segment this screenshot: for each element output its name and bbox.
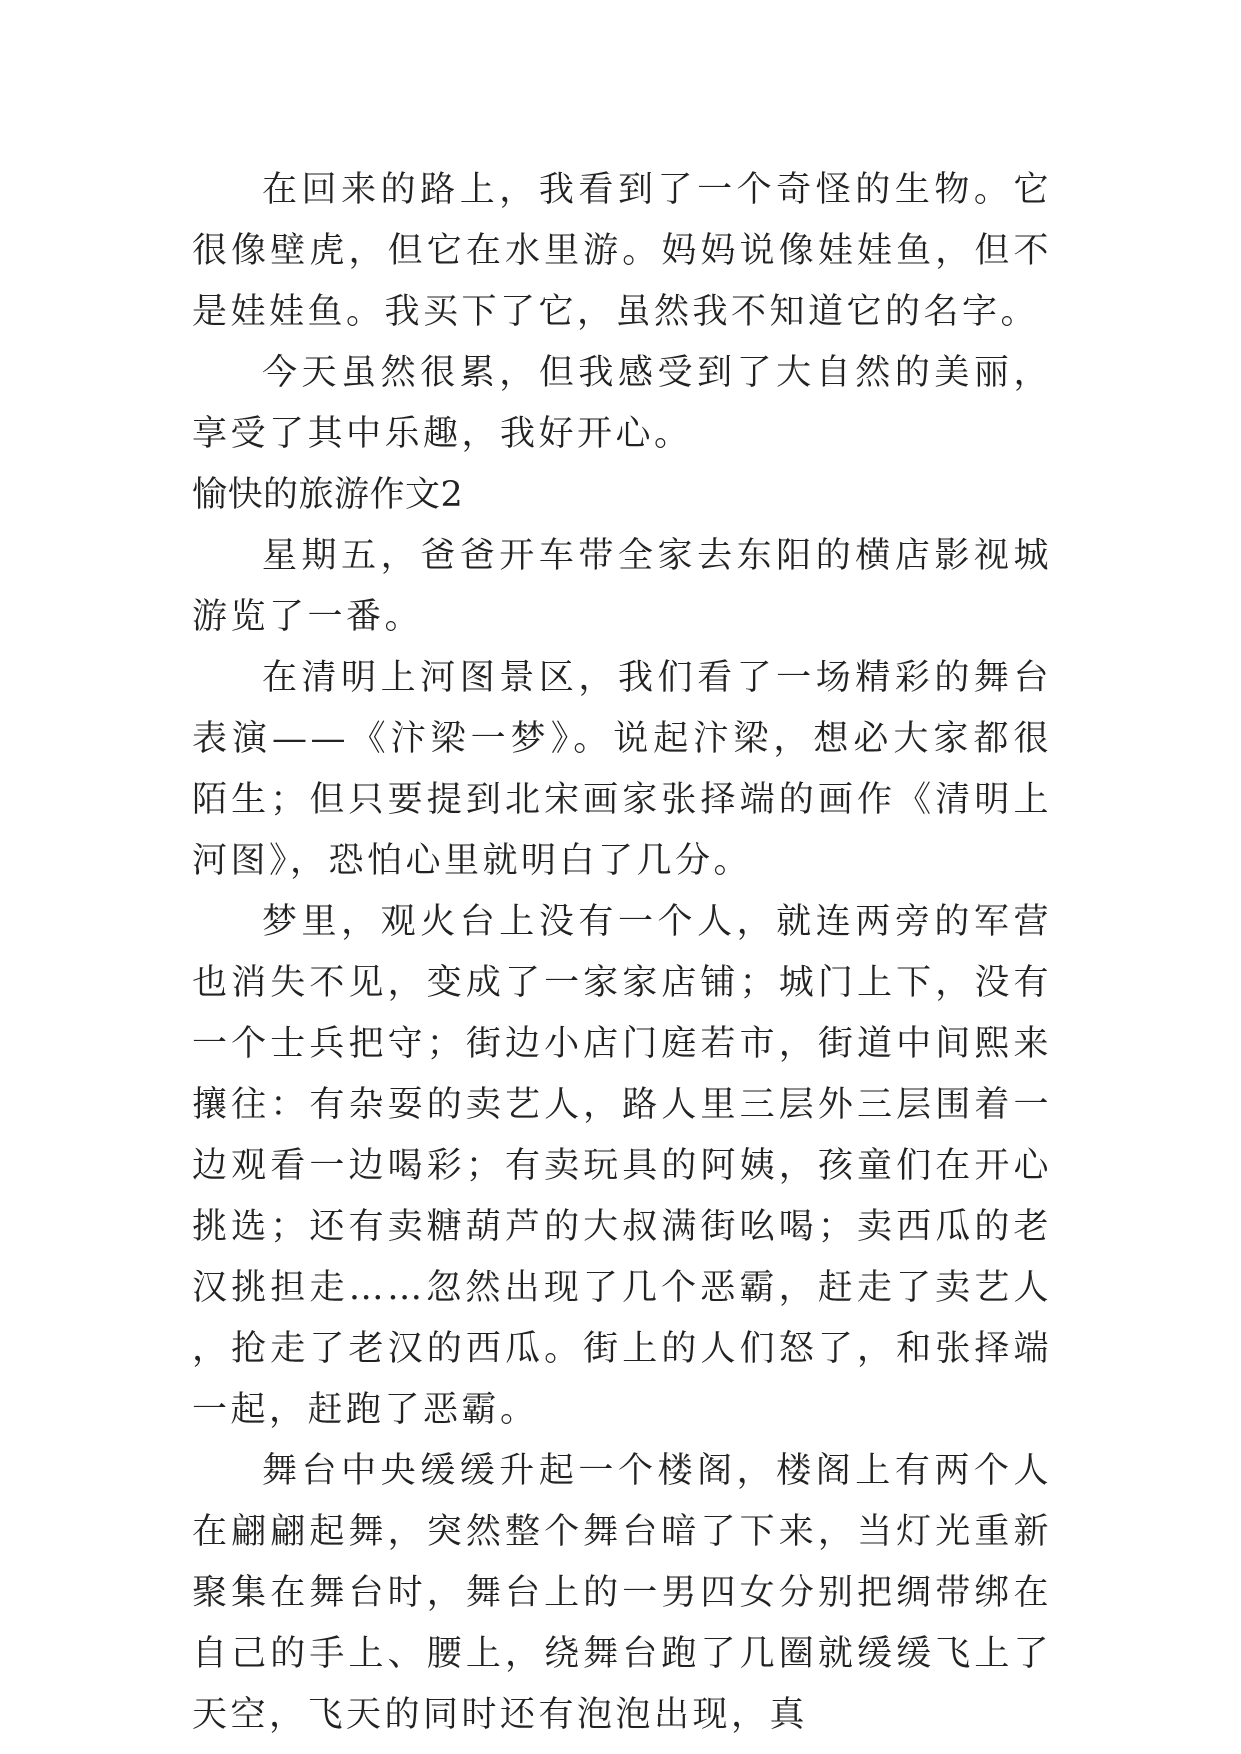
paragraph-dream: 梦里，观火台上没有一个人，就连两旁的军营也消失不见，变成了一家家店铺；城门上下，没有一个士兵把守；街边小店门庭若市，街道中间熙来攘往：有杂耍的卖艺人，路人里三层外三层围着一边观看一边喝彩；有卖玩具的阿姨，孩童们在开心挑选；还有卖糖葫芦的大叔满街吆喝；卖西瓜的老汉挑担走……忽然出现了几个恶霸，赶走了卖艺人，抢走了老汉的西瓜。街上的人们怒了，和张择端一起，赶跑了恶霸。 — [192, 902, 1052, 1430]
paragraph-conclusion: 今天虽然很累，但我感受到了大自然的美丽，享受了其中乐趣，我好开心。 — [192, 353, 1052, 454]
paragraph-stage: 舞台中央缓缓升起一个楼阁，楼阁上有两个人在翩翩起舞，突然整个舞台暗了下来，当灯光重新聚集在舞台时，舞台上的一男四女分别把绸带绑在自己的手上、腰上，绕舞台跑了几圈就缓缓飞上了天空，飞天的同时还有泡泡出现，真 — [192, 1451, 1052, 1735]
document-body — [192, 160, 1052, 1746]
paragraph-intro: 星期五，爸爸开车带全家去东阳的横店影视城游览了一番。 — [192, 536, 1052, 637]
essay-title: 愉快的旅游作文2 — [192, 475, 464, 515]
paragraph-scenic-area: 在清明上河图景区，我们看了一场精彩的舞台表演——《汴梁一梦》。说起汴梁，想必大家都很陌生；但只要提到北宋画家张择端的画作《清明上河图》，恐怕心里就明白了几分。 — [192, 658, 1052, 881]
paragraph-creature: 在回来的路上，我看到了一个奇怪的生物。它很像壁虎，但它在水里游。妈妈说像娃娃鱼，但不是娃娃鱼。我买下了它，虽然我不知道它的名字。 — [192, 170, 1052, 332]
